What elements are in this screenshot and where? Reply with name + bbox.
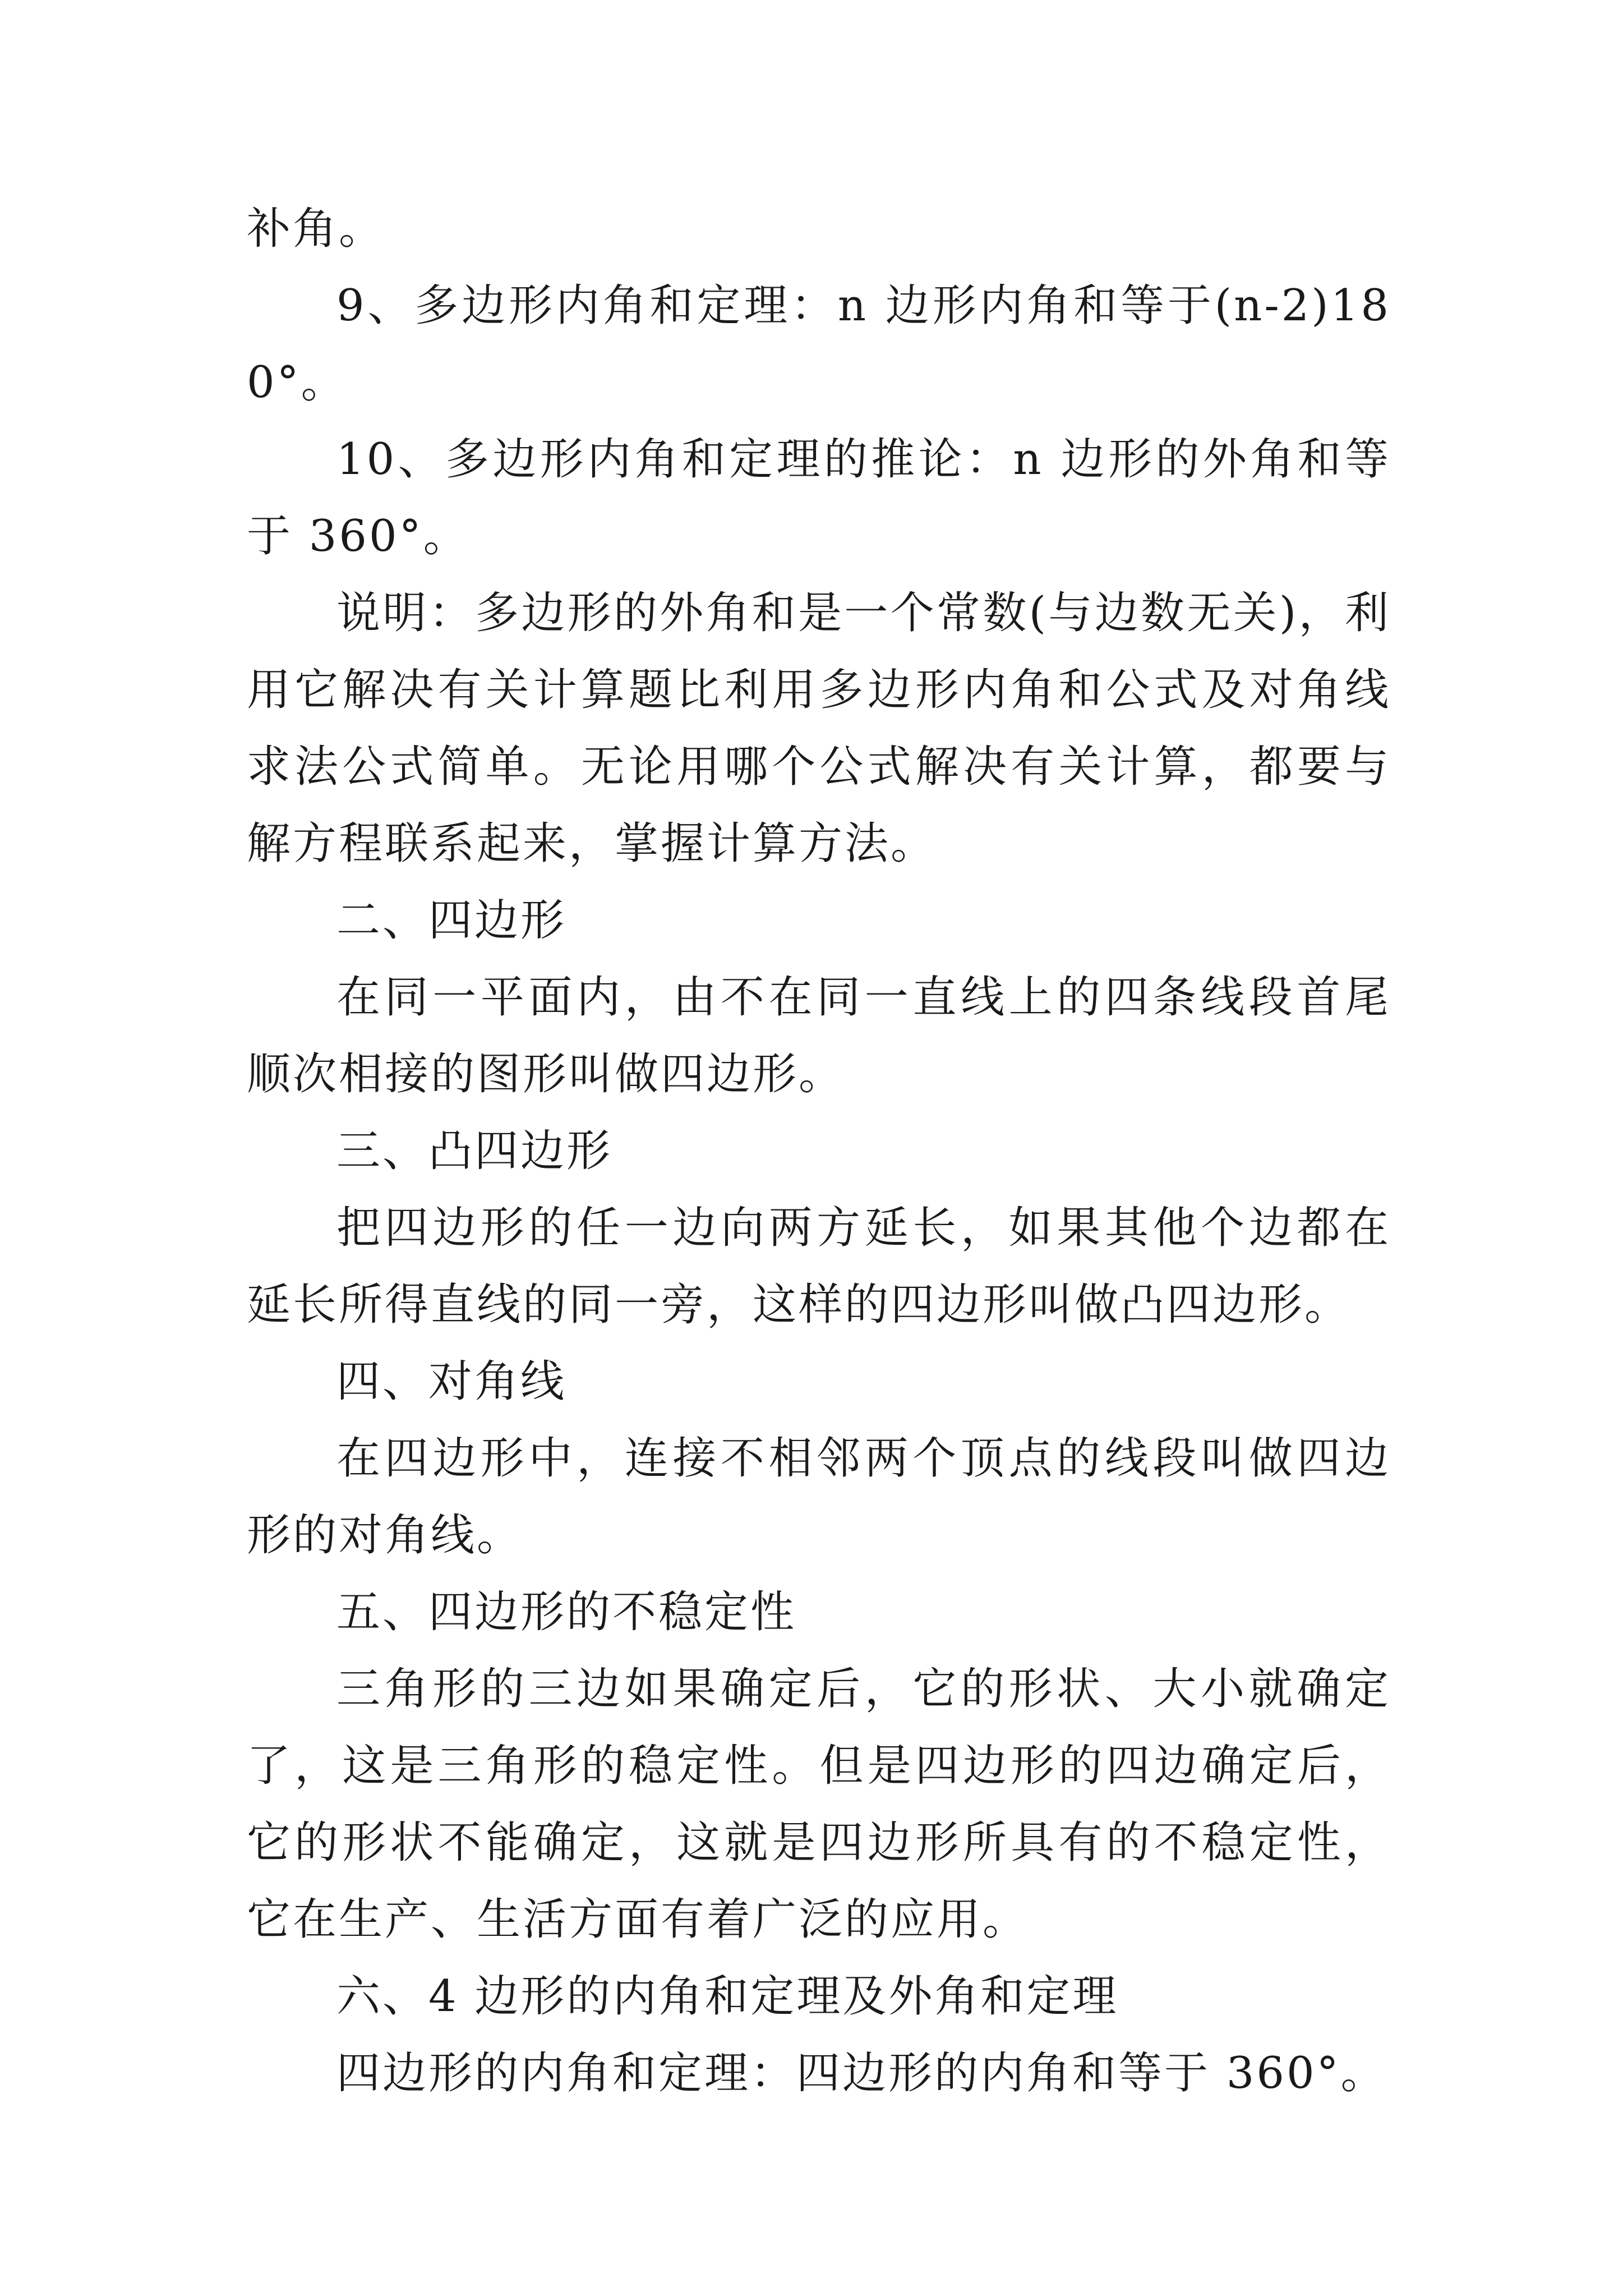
section-heading-diagonal: 四、对角线 bbox=[336, 1356, 567, 1407]
paragraph-diagonal-definition: 在四边形中，连接不相邻两个顶点的线段叫做四边形的对角线。 bbox=[247, 1433, 1391, 1561]
paragraph-continuation: 补角。 bbox=[247, 204, 385, 254]
document-body bbox=[247, 191, 1391, 2112]
section-heading-instability: 五、四边形的不稳定性 bbox=[336, 1587, 797, 1637]
section-heading-convex-quadrilateral: 三、凸四边形 bbox=[336, 1126, 613, 1176]
paragraph-quadrilateral-definition: 在同一平面内，由不在同一直线上的四条线段首尾顺次相接的图形叫做四边形。 bbox=[247, 972, 1391, 1099]
paragraph-explanation: 说明：多边形的外角和是一个常数(与边数无关)，利用它解决有关计算题比利用多边形内角和公式及对角线求法公式简单。无论用哪个公式解决有关计算，都要与解方程联系起来，掌握计算方法。 bbox=[247, 588, 1391, 869]
paragraph-convex-definition: 把四边形的任一边向两方延长，如果其他个边都在延长所得直线的同一旁，这样的四边形叫做凸四边形。 bbox=[247, 1203, 1391, 1330]
paragraph-theorem-9: 9、多边形内角和定理：n 边形内角和等于(n-2)180°。 bbox=[247, 280, 1391, 408]
paragraph-theorem-10: 10、多边形内角和定理的推论：n 边形的外角和等于 360°。 bbox=[247, 434, 1391, 562]
section-heading-angle-theorems: 六、4 边形的内角和定理及外角和定理 bbox=[336, 1971, 1119, 2022]
paragraph-interior-angle-theorem: 四边形的内角和定理：四边形的内角和等于 360°。 bbox=[336, 2048, 1387, 2099]
section-heading-quadrilateral: 二、四边形 bbox=[336, 895, 567, 946]
paragraph-instability: 三角形的三边如果确定后，它的形状、大小就确定了，这是三角形的稳定性。但是四边形的四边确定后，它的形状不能确定，这就是四边形所具有的不稳定性，它在生产、生活方面有着广泛的应用。 bbox=[247, 1664, 1391, 1945]
